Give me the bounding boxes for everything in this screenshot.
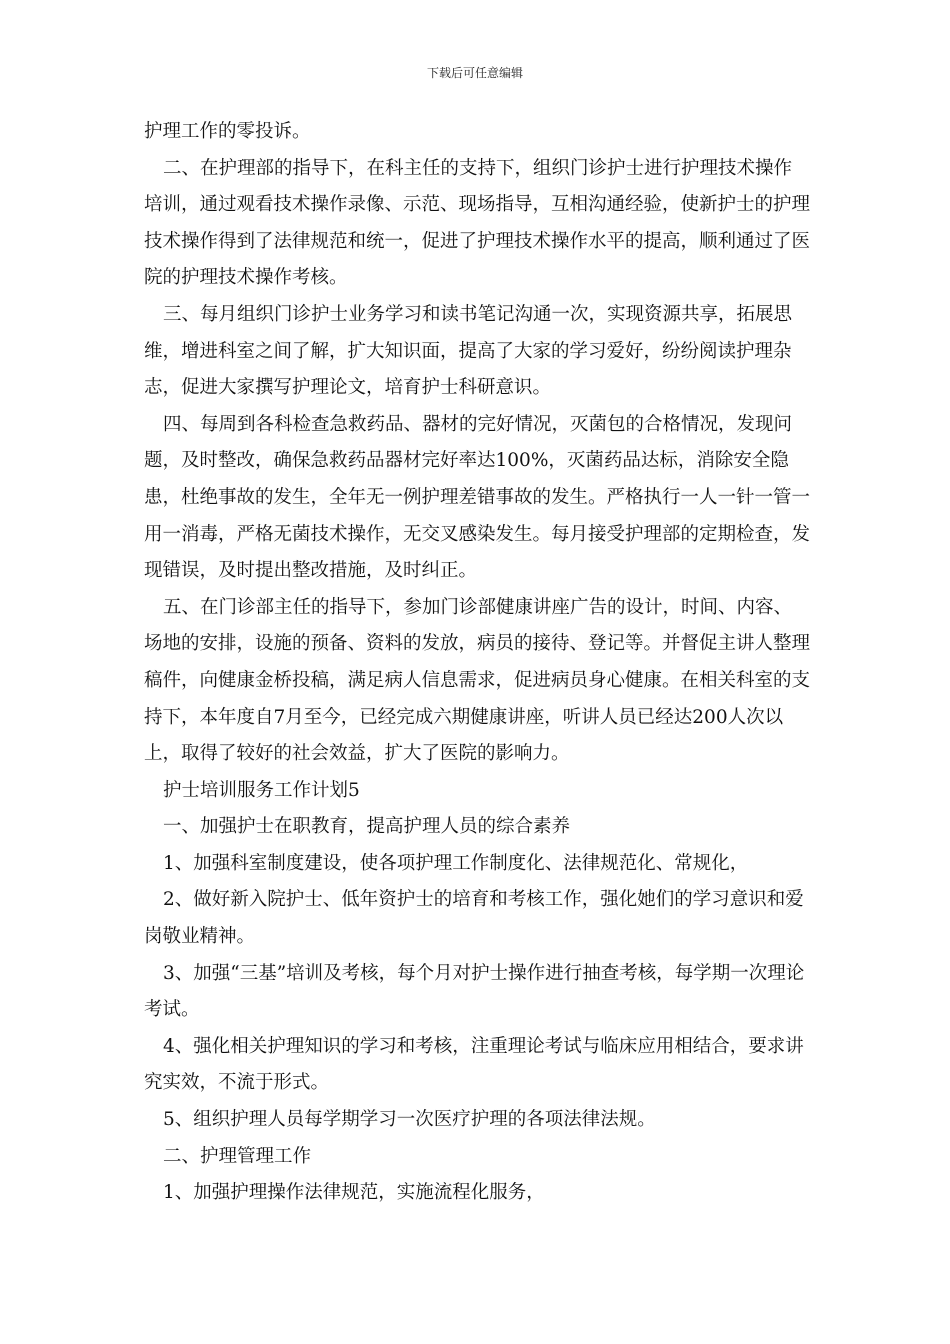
section-heading-1: 一、加强护士在职教育，提高护理人员的综合素养 xyxy=(163,816,571,838)
page-header-watermark: 下载后可任意编辑 xyxy=(426,66,523,80)
list-item-3: 3、加强“三基”培训及考核，每个月对护士操作进行抽查考核，每学期一次理论考试。 xyxy=(144,962,805,1021)
paragraph-item-2: 二、在护理部的指导下，在科主任的支持下，组织门诊护士进行护理技术操作培训，通过观看技术操作录像、示范、现场指导，互相沟通经验，使新护士的护理技术操作得到了法律规范和统一，促进了护理技术操作水平的提高，顺利通过了医院的护理技术操作考核。 xyxy=(144,157,811,289)
document-body xyxy=(144,114,810,1212)
section-title: 护士培训服务工作计划5 xyxy=(163,779,360,801)
list-item-2: 2、做好新入院护士、低年资护士的培育和考核工作，强化她们的学习意识和爱岗敬业精神。 xyxy=(144,889,804,948)
section-heading-2: 二、护理管理工作 xyxy=(163,1145,312,1167)
list-item-1: 1、加强科室制度建设，使各项护理工作制度化、法律规范化、常规化， xyxy=(163,852,749,874)
paragraph-continuation: 护理工作的零投诉。 xyxy=(144,121,311,142)
paragraph-item-5: 五、在门诊部主任的指导下，参加门诊部健康讲座广告的设计，时间、内容、场地的安排，设施的预备、资料的发放，病员的接待、登记等。并督促主讲人整理稿件，向健康金桥投稿，满足病人信息需求，促进病员身心健康。在相关科室的支持下，本年度自7月至今，已经完成六期健康讲座，听讲人员已经达200人次以上，取得了较好的社会效益，扩大了医院的影响力。 xyxy=(144,596,811,765)
paragraph-item-3: 三、每月组织门诊护士业务学习和读书笔记沟通一次，实现资源共享，拓展思维，增进科室之间了解，扩大知识面，提高了大家的学习爱好，纷纷阅读护理杂志，促进大家撰写护理论文，培育护士科研意识。 xyxy=(144,303,793,399)
list-item-5: 5、组织护理人员每学期学习一次医疗护理的各项法律法规。 xyxy=(163,1109,656,1131)
list-item-1-b: 1、加强护理操作法律规范，实施流程化服务， xyxy=(163,1182,545,1204)
list-item-4: 4、强化相关护理知识的学习和考核，注重理论考试与临床应用相结合，要求讲究实效，不流于形式。 xyxy=(144,1035,804,1094)
paragraph-item-4: 四、每周到各科检查急救药品、器材的完好情况，灭菌包的合格情况，发现问题，及时整改，确保急救药品器材完好率达100%，灭菌药品达标，消除安全隐患，杜绝事故的发生，全年无一例护理差错事故的发生。严格执行一人一针一管一用一消毒，严格无菌技术操作，无交叉感染发生。每月接受护理部的定期检查，发现错误，及时提出整改措施，及时纠正。 xyxy=(144,413,811,582)
